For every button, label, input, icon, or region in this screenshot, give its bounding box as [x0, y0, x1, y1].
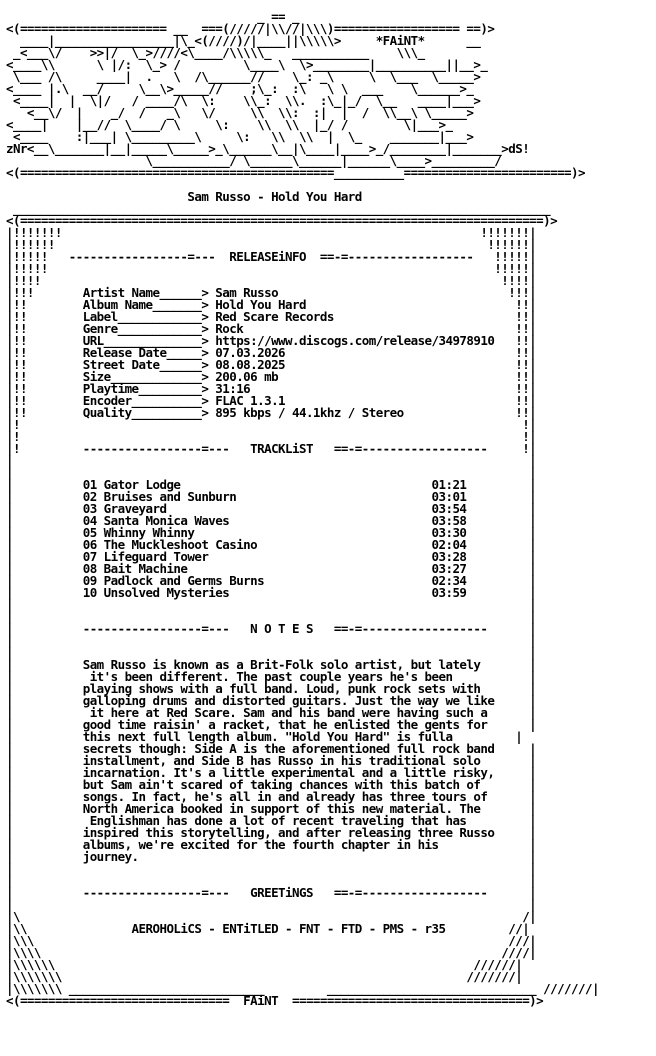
nfo-line: | 08 Bait Machine 03:27 | — [6, 561, 537, 576]
nfo-line: \___________/ \______\______|______\____>_________/ — [6, 153, 502, 168]
nfo-line: | 02 Bruises and Sunburn 03:01 | — [6, 489, 537, 504]
nfo-line: | galloping drums and distorted guitars. Just the way we like | — [6, 693, 537, 708]
nfo-line: |!! Genre____________> Rock !!| — [6, 321, 537, 336]
nfo-line: |!! Size_____________> 200.06 mb !!| — [6, 369, 537, 384]
nfo-line: |\ /| — [6, 909, 537, 924]
nfo-line: | 01 Gator Lodge 01:21 | — [6, 477, 537, 492]
nfo-line: |! !| — [6, 417, 537, 432]
nfo-line: | good time raisin' a racket, that he enlisted the gents for | — [6, 717, 537, 732]
nfo-line: | 07 Lifeguard Tower 03:28 | — [6, 549, 537, 564]
nfo-line: | but Sam ain't scared of taking chances with this batch of | — [6, 777, 537, 792]
nfo-line: | 05 Whinny Whinny 03:30 | — [6, 525, 537, 540]
nfo-line: <(============================== FAiNT ==================================)> — [6, 993, 544, 1008]
nfo-text — [6, 11, 599, 1007]
nfo-line: | secrets though: Side A is the aforementioned full rock band | — [6, 741, 537, 756]
nfo-line: | playing shows with a full band. Loud, punk rock sets with | — [6, 681, 537, 696]
nfo-line: | -----------------=--- GREETiNGS ==-=------------------ | — [6, 885, 537, 900]
nfo-line: | Sam Russo is known as a Brit-Folk solo artist, but lately | — [6, 657, 537, 672]
nfo-line: <____| |__// \____/ \ \: \\ \\ |_/ / \|___>_ — [6, 117, 453, 132]
nfo-line: |!!!!!! !!!!!!| — [6, 237, 537, 252]
nfo-line: | | — [6, 465, 537, 480]
nfo-line: |!!!!!!! !!!!!!!| — [6, 225, 537, 240]
nfo-line: | | — [6, 873, 537, 888]
nfo-line: |\\\\ ////| — [6, 945, 537, 960]
nfo-line: | 04 Santa Monica Waves 03:58 | — [6, 513, 537, 528]
nfo-line: | | — [6, 861, 537, 876]
nfo-line: |!!! Artist Name______> Sam Russo !!!| — [6, 285, 537, 300]
nfo-line: |\\\\\\\ ____________________________ ______________________________ ///////| — [6, 981, 599, 996]
nfo-line: _____________________________________________________________________________ — [6, 201, 551, 216]
nfo-line: | journey. | — [6, 849, 537, 864]
nfo-line: | 06 The Muckleshoot Casino 02:04 | — [6, 537, 537, 552]
nfo-line: ____|_________________|\_<(////)/|____||\\\\\> *FAiNT* __ — [6, 33, 481, 48]
nfo-line: <____| | \|/ / ____/\ \: \\_: \\. :\_|_/ \__ ____|___> — [6, 93, 481, 108]
nfo-line: |!! URL______________> https://www.discogs.com/release/34978910 !!| — [6, 333, 537, 348]
nfo-line: |!! Release Date_____> 07.03.2026 !!| — [6, 345, 537, 360]
nfo-line: _ == _ — [6, 9, 299, 24]
nfo-line: <____ |.\ __/ \__\>_____// ;\_: :\ \ \ ___ \______>_ — [6, 81, 474, 96]
nfo-line: | 09 Padlock and Germs Burns 02:34 | — [6, 573, 537, 588]
nfo-line: | | — [6, 597, 537, 612]
nfo-line: | inspired this storytelling, and after releasing three Russo | — [6, 825, 537, 840]
nfo-line: | | — [6, 609, 537, 624]
nfo-line: | albums, we're excited for the fourth chapter in his | — [6, 837, 537, 852]
nfo-line: <(===========================================================================)> — [6, 213, 558, 228]
nfo-line: <__\/ | _/ / _\ \/ \\ \\: :| | / \\__\ \_____> — [6, 105, 474, 120]
nfo-line: | Englishman has done a lot of recent traveling that has | — [6, 813, 537, 828]
nfo-line: | this next full length album. "Hold You Hard" is fulla | — [6, 729, 523, 744]
nfo-line: <____\\ \ |/: \_> / \____\ \>________|__________||__>_ — [6, 57, 488, 72]
nfo-line: |\\\\\\ //////| — [6, 957, 523, 972]
nfo-line: |!! Quality__________> 895 kbps / 44.1khz / Stereo !!| — [6, 405, 537, 420]
nfo-line: |!! Encoder__________> FLAC 1.3.1 !!| — [6, 393, 537, 408]
nfo-line: | -----------------=--- N O T E S ==-=------------------ | — [6, 621, 537, 636]
nfo-line: |!!!!! -----------------=--- RELEASEiNFO ==-=------------------ !!!!!| — [6, 249, 537, 264]
nfo-line: |\\\ ///| — [6, 933, 537, 948]
nfo-line: \___ /\ ____| . \ /\______// \_: _\ \ \___ \_____> — [6, 69, 481, 84]
nfo-line: | songs. In fact, he's all in and already has three tours of | — [6, 789, 537, 804]
nfo-line: <(=============================================__________========================)> — [6, 165, 585, 180]
nfo-line: |\\ AEROHOLiCS - ENTiTLED - FNT - FTD - PMS - r35 //| — [6, 921, 530, 936]
nfo-line: zNr<__\_______|__|_____\_____>_\______\__|\____|____>_/________|_______>dS! — [6, 141, 530, 156]
nfo-line: | 10 Unsolved Mysteries 03:59 | — [6, 585, 537, 600]
nfo-line: | incarnation. It's a little experimental and a little risky, | — [6, 765, 537, 780]
nfo-line: <(===================== __ ===(/////|\\//|\\\)================== ==)> — [6, 21, 495, 36]
nfo-line: | 03 Graveyard 03:54 | — [6, 501, 537, 516]
nfo-line: |\\\\\\\ ///////| — [6, 969, 523, 984]
nfo-line: |! !| — [6, 429, 537, 444]
nfo-line: |!! Label____________> Red Scare Records !!| — [6, 309, 537, 324]
nfo-line: | North America booked in support of this new material. The | — [6, 801, 537, 816]
nfo-line: | it's been different. The past couple years he's been | — [6, 669, 537, 684]
nfo-line: | it here at Red Scare. Sam and his band were having such a | — [6, 705, 537, 720]
nfo-line: _<___\/ >>|/ \_>////<\____/\\\\\_ ___________ \\\_ — [6, 45, 425, 60]
nfo-line: |!! Album Name_______> Hold You Hard !!| — [6, 297, 537, 312]
nfo-line: |!! Street Date______> 08.08.2025 !!| — [6, 357, 537, 372]
nfo-line: <____ :|___| \_________\ \: \\ \\ | \_ _______|___> — [6, 129, 474, 144]
nfo-line: |!! Playtime_________> 31:16 !!| — [6, 381, 537, 396]
nfo-line: | | — [6, 453, 537, 468]
nfo-line: |! -----------------=--- TRACKLiST ==-=------------------ !| — [6, 441, 537, 456]
nfo-line: |!!!!! !!!!!| — [6, 261, 537, 276]
nfo-line: Sam Russo - Hold You Hard — [6, 189, 362, 204]
nfo-line: | | — [6, 645, 537, 660]
nfo-line: | installment, and Side B has Russo in his traditional solo | — [6, 753, 537, 768]
nfo-line: |!!!! !!!!| — [6, 273, 537, 288]
nfo-line: | | — [6, 897, 537, 912]
nfo-line: | | — [6, 633, 537, 648]
